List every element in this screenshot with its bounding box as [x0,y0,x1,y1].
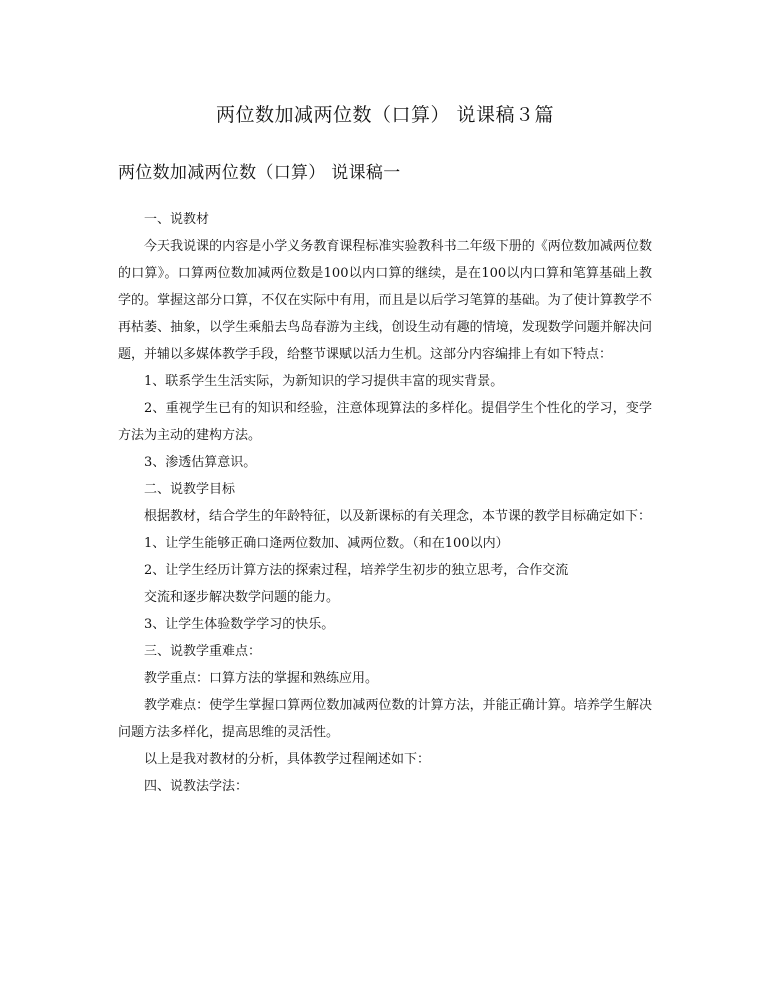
paragraph-transition: 以上是我对教材的分析，具体教学过程阐述如下： [144,752,431,767]
paragraph-difficulty: 教学难点：使学生掌握口算两位数加减两位数的计算方法，并能正确计算。培养学生解决问题方法多样化，提高思维的灵活性。 [118,698,652,740]
document-body [118,206,652,800]
list-item-goal-1: 1、让学生能够正确口逄两位数加、减两位数。（和在100以内） [144,536,509,551]
subsection-heading-key-points: 三、说教学重难点： [144,644,262,659]
paragraph-intro: 今天我说课的内容是小学义务教育课程标准实验教科书二年级下册的《两位数加减两位数的口算》。口算两位数加减两位数是100以内口算的继续，是在100以内口算和笔算基础上教学的。掌握这部分口算，不仅在实际中有用，而且是以后学习笔算的基础。为了使计算教学不再枯萎、抽象，以学生乘船去鸟岛春游为主线，创设生动有趣的情境，发现数学问题并解决问题，并辅以多媒体教学手段，给整节课赋以活力生机。这部分内容编排上有如下特点： [118,239,652,362]
subsection-heading-textbook: 一、说教材 [144,212,210,227]
subsection-heading-methods: 四、说教法学法： [144,779,249,794]
section-heading: 两位数加减两位数（口算） 说课稿一 [118,163,401,183]
list-item-goal-2: 2、让学生经历计算方法的探索过程，培养学生初步的独立思考，合作交流 [144,563,569,578]
list-item-goal-2-continued: 交流和逐步解决数学问题的能力。 [144,590,340,605]
list-item-feature-3: 3、渗透估算意识。 [144,455,257,470]
subsection-heading-goals: 二、说教学目标 [144,482,236,497]
document-title: 两位数加减两位数（口算） 说课稿３篇 [215,104,555,126]
paragraph-key-point: 教学重点：口算方法的掌握和熟练应用。 [144,671,379,686]
list-item-feature-2: 2、重视学生已有的知识和经验，注意体现算法的多样化。提倡学生个性化的学习，变学方法为主动的建构方法。 [118,401,652,443]
list-item-feature-1: 1、联系学生生活实际，为新知识的学习提供丰富的现实背景。 [144,374,504,389]
paragraph-goals-intro: 根据教材，结合学生的年龄特征，以及新课标的有关理念，本节课的教学目标确定如下： [144,509,652,524]
list-item-goal-3: 3、让学生体验数学学习的快乐。 [144,617,335,632]
